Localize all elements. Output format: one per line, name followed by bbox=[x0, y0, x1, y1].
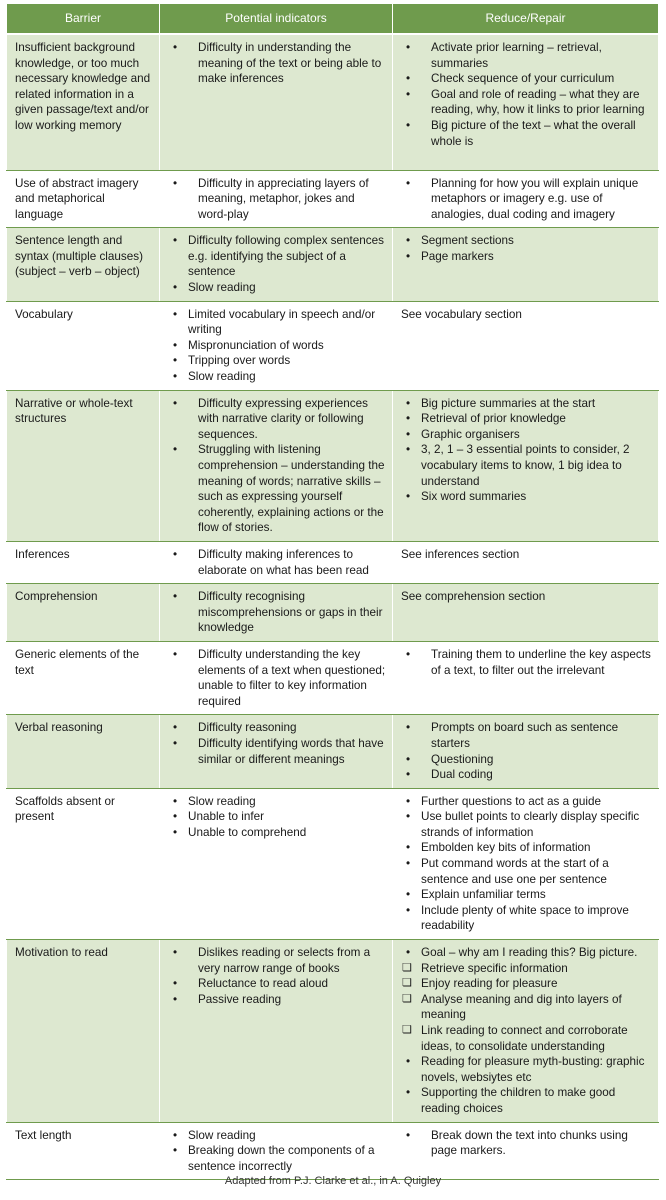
repair-list bbox=[401, 794, 652, 934]
indicator-list bbox=[168, 720, 386, 767]
list-item: • Breaking down the components of a sentence incorrectly bbox=[168, 1143, 386, 1174]
indicators-cell bbox=[160, 940, 393, 1123]
barrier-cell: Scaffolds absent or present bbox=[7, 788, 160, 939]
table-row bbox=[7, 584, 659, 642]
list-item: • Prompts on board such as sentence starters bbox=[401, 720, 652, 751]
barrier-cell: Verbal reasoning bbox=[7, 715, 160, 788]
list-item: • 3, 2, 1 – 3 essential points to consider, 2 vocabulary items to know, 1 big idea to understand bbox=[401, 442, 652, 489]
list-item: • Big picture summaries at the start bbox=[401, 396, 652, 412]
repair-list bbox=[401, 176, 652, 223]
list-item: • Unable to infer bbox=[168, 809, 386, 825]
list-item: • Struggling with listening comprehension – understanding the meaning of words; narrative skills – such as expressing yourself coherently, explaining actions or the flow of stories. bbox=[168, 442, 386, 536]
repair-cell bbox=[393, 940, 659, 1123]
indicator-list bbox=[168, 647, 386, 709]
indicator-list bbox=[168, 794, 386, 841]
table-row bbox=[7, 541, 659, 583]
repair-list bbox=[401, 233, 652, 264]
table-row bbox=[7, 788, 659, 939]
table-row bbox=[7, 170, 659, 228]
indicators-cell bbox=[160, 34, 393, 170]
repair-cell bbox=[393, 715, 659, 788]
list-item: • Big picture of the text – what the overall whole is bbox=[401, 118, 652, 149]
list-item: • Slow reading bbox=[168, 280, 386, 296]
indicator-list bbox=[168, 40, 386, 87]
table-row bbox=[7, 1122, 659, 1180]
repair-cell bbox=[393, 1122, 659, 1180]
list-item: • Difficulty making inferences to elaborate on what has been read bbox=[168, 547, 386, 578]
header-barrier: Barrier bbox=[7, 4, 160, 35]
checkbox-item: ❏ Retrieve specific information bbox=[401, 961, 652, 977]
list-item: • Difficulty in appreciating layers of meaning, metaphor, jokes and word-play bbox=[168, 176, 386, 223]
indicators-cell bbox=[160, 228, 393, 301]
list-item: • Slow reading bbox=[168, 1128, 386, 1144]
list-item: • Training them to underline the key aspects of a text, to filter out the irrelevant bbox=[401, 647, 652, 678]
barrier-cell: Narrative or whole-text structures bbox=[7, 390, 160, 541]
list-item: • Use bullet points to clearly display specific strands of information bbox=[401, 809, 652, 840]
indicators-cell bbox=[160, 715, 393, 788]
list-item: • Embolden key bits of information bbox=[401, 840, 652, 856]
table-row bbox=[7, 34, 659, 170]
indicators-cell bbox=[160, 1122, 393, 1180]
list-item: • Segment sections bbox=[401, 233, 652, 249]
list-item: • Slow reading bbox=[168, 369, 386, 385]
repair-list bbox=[401, 647, 652, 678]
repair-list bbox=[401, 396, 652, 505]
barrier-cell: Inferences bbox=[7, 541, 160, 583]
list-item: • Tripping over words bbox=[168, 353, 386, 369]
repair-list bbox=[401, 945, 652, 1117]
indicator-list bbox=[168, 307, 386, 385]
table-row bbox=[7, 641, 659, 714]
list-item: • Goal – why am I reading this? Big picture. bbox=[401, 945, 652, 961]
table-row bbox=[7, 228, 659, 301]
indicators-cell bbox=[160, 788, 393, 939]
barrier-cell: Vocabulary bbox=[7, 301, 160, 390]
list-item: • Six word summaries bbox=[401, 489, 652, 505]
barrier-cell: Insufficient background knowledge, or too much necessary knowledge and related information in a given passage/text and/or low working memory bbox=[7, 34, 160, 170]
repair-cell bbox=[393, 788, 659, 939]
list-item: • Difficulty following complex sentences e.g. identifying the subject of a sentence bbox=[168, 233, 386, 280]
repair-list bbox=[401, 40, 652, 149]
header-potential-indicators: Potential indicators bbox=[160, 4, 393, 35]
indicator-list bbox=[168, 1128, 386, 1175]
list-item: • Difficulty in understanding the meaning of the text or being able to make inferences bbox=[168, 40, 386, 87]
repair-cell bbox=[393, 34, 659, 170]
repair-cell bbox=[393, 228, 659, 301]
list-item: • Limited vocabulary in speech and/or writing bbox=[168, 307, 386, 338]
list-item: • Reading for pleasure myth-busting: graphic novels, websiytes etc bbox=[401, 1054, 652, 1085]
repair-cell bbox=[393, 170, 659, 228]
list-item: • Reluctance to read aloud bbox=[168, 976, 386, 992]
barrier-cell: Use of abstract imagery and metaphorical language bbox=[7, 170, 160, 228]
list-item: • Slow reading bbox=[168, 794, 386, 810]
list-item: • Activate prior learning – retrieval, summaries bbox=[401, 40, 652, 71]
list-item: • Put command words at the start of a sentence and use one per sentence bbox=[401, 856, 652, 887]
indicators-cell bbox=[160, 390, 393, 541]
repair-cell: See vocabulary section bbox=[393, 301, 659, 390]
repair-cell: See inferences section bbox=[393, 541, 659, 583]
list-item: • Mispronunciation of words bbox=[168, 338, 386, 354]
indicators-cell bbox=[160, 641, 393, 714]
indicators-cell bbox=[160, 541, 393, 583]
indicator-list bbox=[168, 176, 386, 223]
repair-list bbox=[401, 1128, 652, 1159]
repair-cell: See comprehension section bbox=[393, 584, 659, 642]
barrier-cell: Generic elements of the text bbox=[7, 641, 160, 714]
repair-cell bbox=[393, 390, 659, 541]
list-item: • Passive reading bbox=[168, 992, 386, 1008]
list-item: • Supporting the children to make good reading choices bbox=[401, 1085, 652, 1116]
indicator-list bbox=[168, 547, 386, 578]
indicators-cell bbox=[160, 584, 393, 642]
barrier-cell: Sentence length and syntax (multiple clauses) (subject – verb – object) bbox=[7, 228, 160, 301]
indicator-list bbox=[168, 945, 386, 1007]
list-item: • Explain unfamiliar terms bbox=[401, 887, 652, 903]
list-item: • Dislikes reading or selects from a very narrow range of books bbox=[168, 945, 386, 976]
indicator-list bbox=[168, 589, 386, 636]
list-item: • Difficulty identifying words that have similar or different meanings bbox=[168, 736, 386, 767]
repair-cell bbox=[393, 641, 659, 714]
list-item: • Break down the text into chunks using page markers. bbox=[401, 1128, 652, 1159]
table-row bbox=[7, 301, 659, 390]
checkbox-item: ❏ Enjoy reading for pleasure bbox=[401, 976, 652, 992]
list-item: • Unable to comprehend bbox=[168, 825, 386, 841]
header-reduce-repair: Reduce/Repair bbox=[393, 4, 659, 35]
list-item: • Difficulty reasoning bbox=[168, 720, 386, 736]
source-caption: Adapted from P.J. Clarke et al., in A. Quigley bbox=[224, 1175, 442, 1187]
list-item: • Include plenty of white space to improve readability bbox=[401, 903, 652, 934]
indicator-list bbox=[168, 233, 386, 295]
list-item: • Retrieval of prior knowledge bbox=[401, 411, 652, 427]
repair-list bbox=[401, 720, 652, 782]
list-item: • Page markers bbox=[401, 249, 652, 265]
table-header-row bbox=[7, 4, 659, 35]
checkbox-item: ❏ Analyse meaning and dig into layers of meaning bbox=[401, 992, 652, 1023]
list-item: • Graphic organisers bbox=[401, 427, 652, 443]
indicator-list bbox=[168, 396, 386, 536]
list-item: • Dual coding bbox=[401, 767, 652, 783]
table-row bbox=[7, 940, 659, 1123]
barrier-cell: Motivation to read bbox=[7, 940, 160, 1123]
indicators-cell bbox=[160, 170, 393, 228]
list-item: • Difficulty understanding the key elements of a text when questioned; unable to filter to key information required bbox=[168, 647, 386, 709]
barrier-cell: Comprehension bbox=[7, 584, 160, 642]
table-row bbox=[7, 390, 659, 541]
barriers-table bbox=[6, 3, 659, 1180]
barrier-cell: Text length bbox=[7, 1122, 160, 1180]
table-row bbox=[7, 715, 659, 788]
list-item: • Check sequence of your curriculum bbox=[401, 71, 652, 87]
list-item: • Further questions to act as a guide bbox=[401, 794, 652, 810]
list-item: • Difficulty expressing experiences with narrative clarity or following sequences. bbox=[168, 396, 386, 443]
list-item: • Planning for how you will explain unique metaphors or imagery e.g. use of analogies, dual coding and imagery bbox=[401, 176, 652, 223]
checkbox-item: ❏ Link reading to connect and corroborate ideas, to consolidate understanding bbox=[401, 1023, 652, 1054]
list-item: • Difficulty recognising miscomprehensions or gaps in their knowledge bbox=[168, 589, 386, 636]
list-item: • Goal and role of reading – what they are reading, why, how it links to prior learning bbox=[401, 87, 652, 118]
indicators-cell bbox=[160, 301, 393, 390]
list-item: • Questioning bbox=[401, 752, 652, 768]
